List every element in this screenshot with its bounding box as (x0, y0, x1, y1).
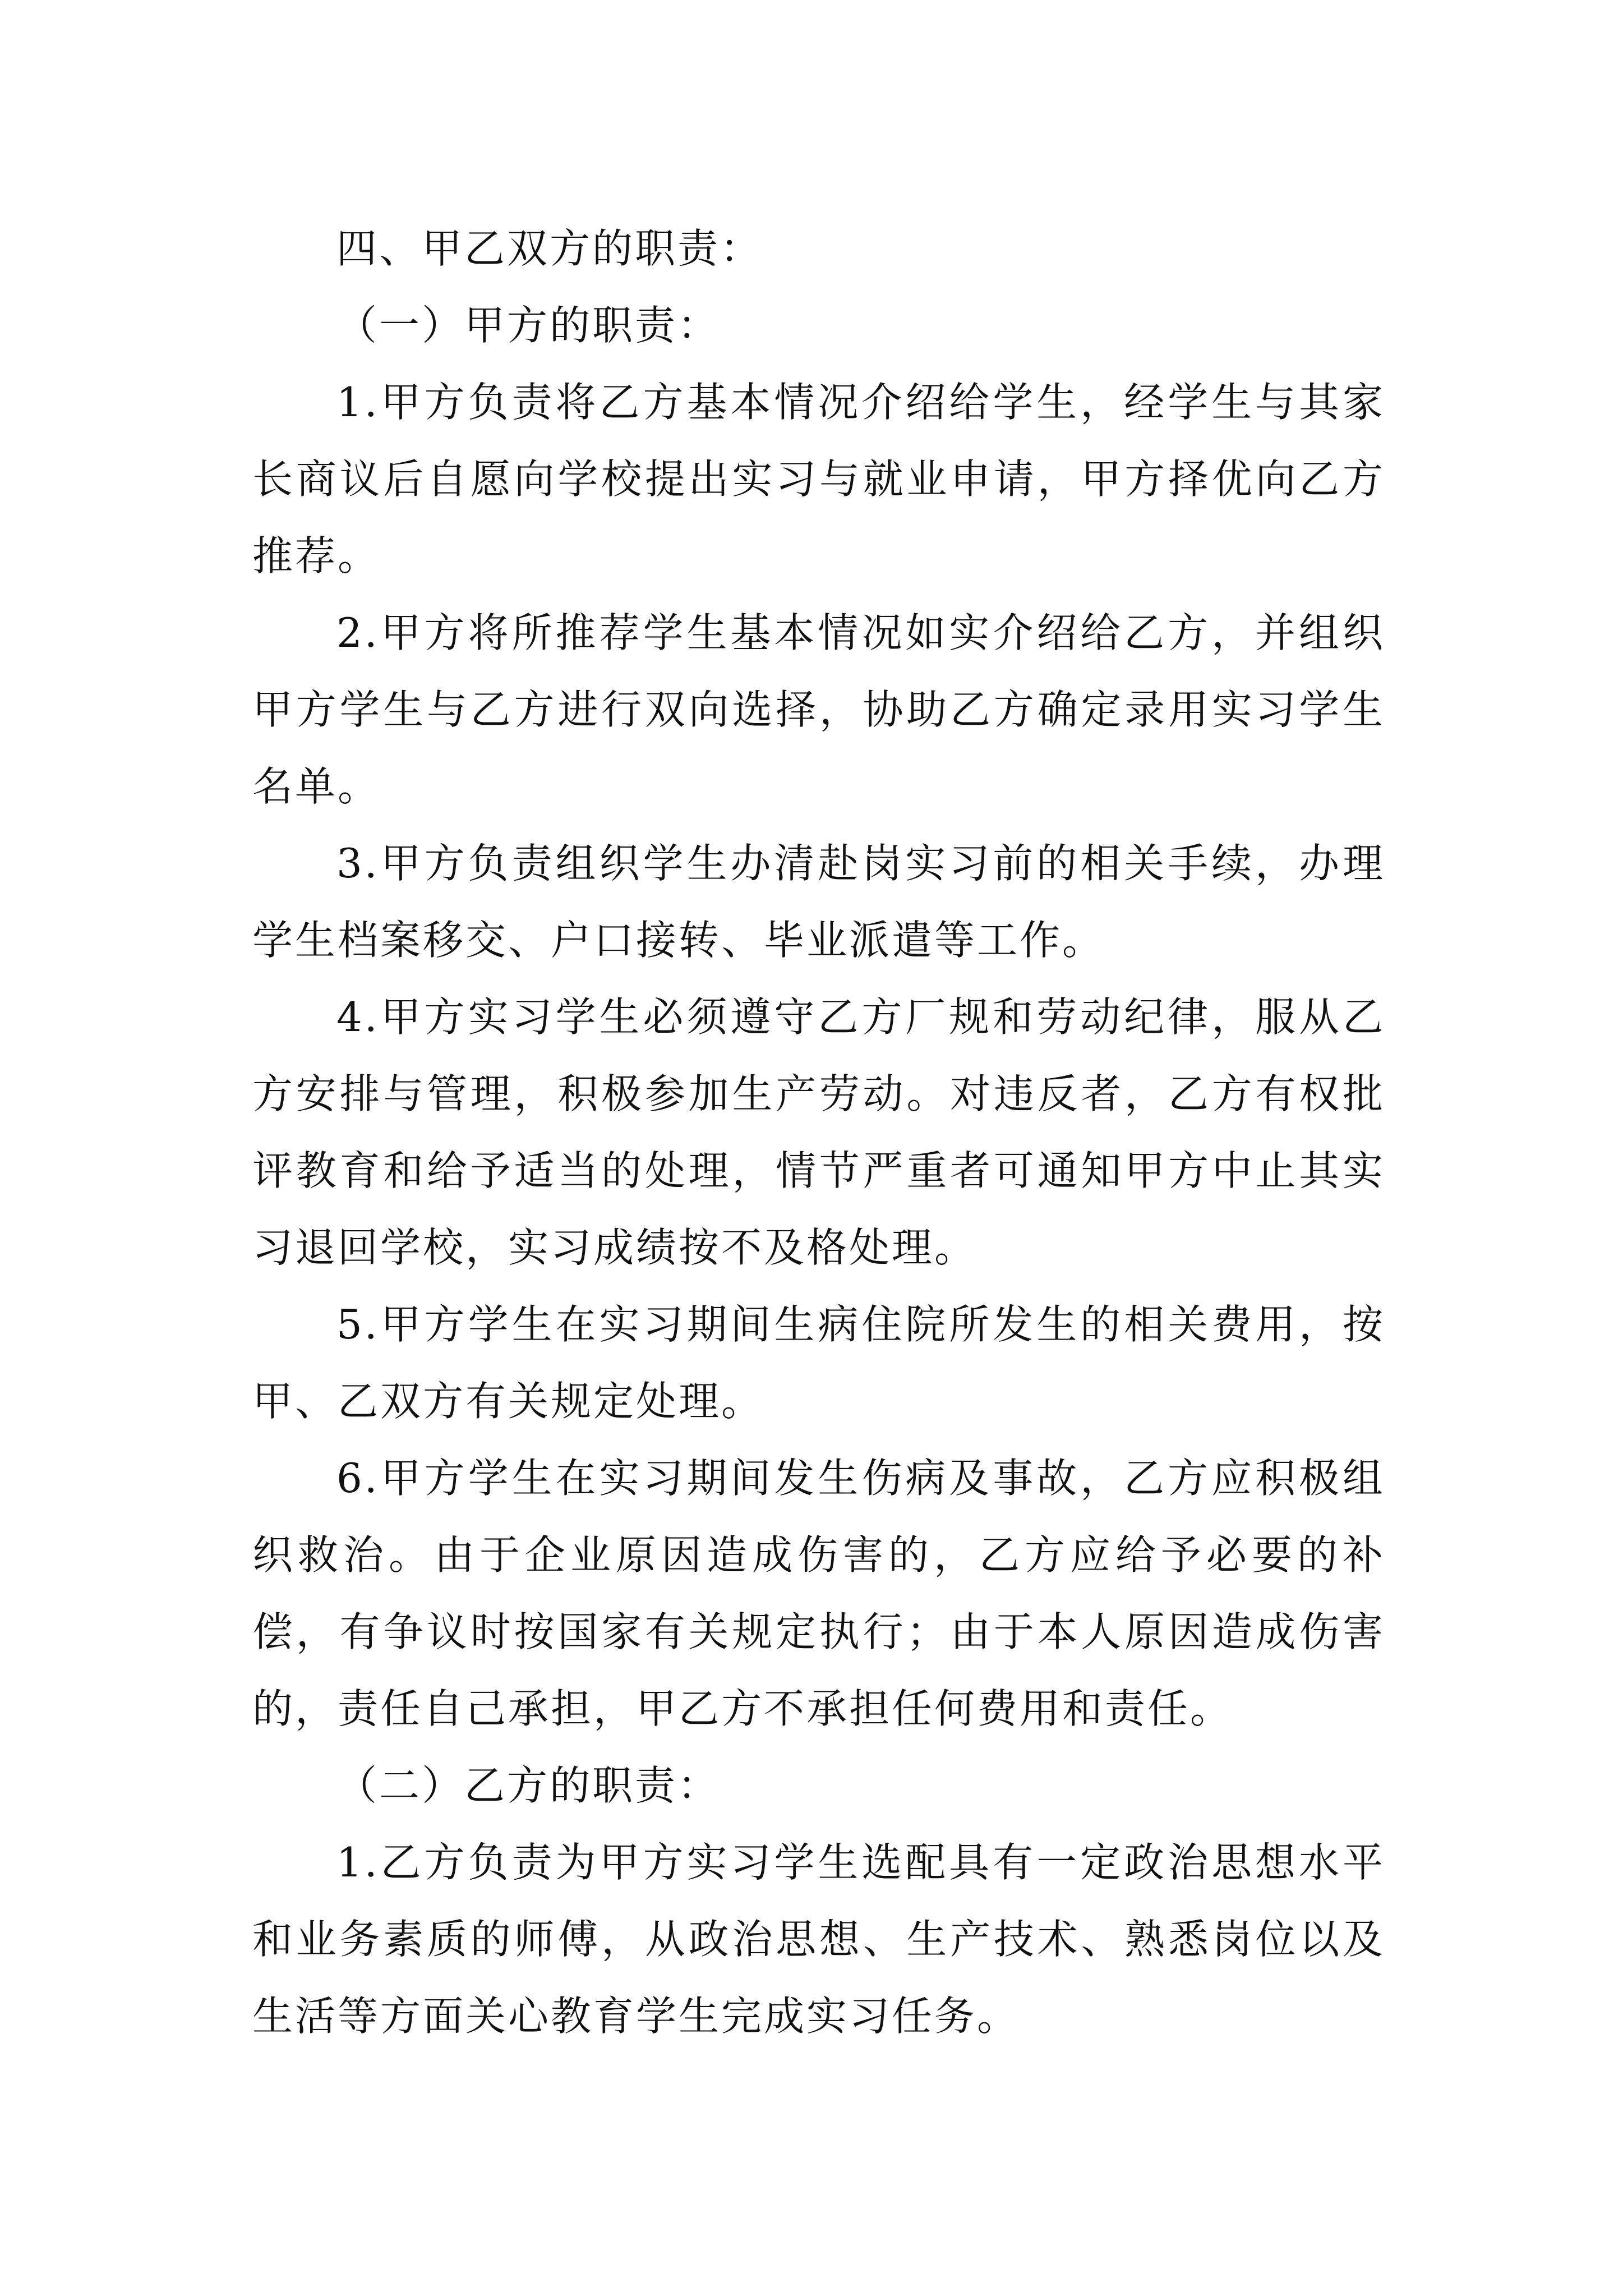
clause-a-2: 2.甲方将所推荐学生基本情况如实介绍给乙方，并组织甲方学生与乙方进行双向选择，协助乙方确定录用实习学生名单。 (252, 609, 1385, 810)
clause-a-5: 5.甲方学生在实习期间生病住院所发生的相关费用，按甲、乙双方有关规定处理。 (252, 1301, 1385, 1425)
document-body (252, 210, 1385, 2055)
clause-a-6: 6.甲方学生在实习期间发生伤病及事故，乙方应积极组织救治。由于企业原因造成伤害的，乙方应给予必要的补偿，有争议时按国家有关规定执行；由于本人原因造成伤害的，责任自己承担，甲乙方不承担任何费用和责任。 (252, 1455, 1385, 1732)
clause-a-4: 4.甲方实习学生必须遵守乙方厂规和劳动纪律，服从乙方安排与管理，积极参加生产劳动。对违反者，乙方有权批评教育和给予适当的处理，情节严重者可通知甲方中止其实习退回学校，实习成绩按不及格处理。 (252, 993, 1385, 1271)
section-heading-duties: 四、甲乙双方的职责： (336, 225, 763, 272)
clause-a-3: 3.甲方负责组织学生办清赴岗实习前的相关手续，办理学生档案移交、户口接转、毕业派遣等工作。 (252, 840, 1385, 964)
subsection-heading-party-a: （一）甲方的职责： (336, 302, 721, 349)
subsection-heading-party-b: （二）乙方的职责： (336, 1762, 721, 1809)
clause-a-1: 1.甲方负责将乙方基本情况介绍给学生，经学生与其家长商议后自愿向学校提出实习与就业申请，甲方择优向乙方推荐。 (252, 379, 1385, 579)
clause-b-1: 1.乙方负责为甲方实习学生选配具有一定政治思想水平和业务素质的师傅，从政治思想、生产技术、熟悉岗位以及生活等方面关心教育学生完成实习任务。 (252, 1839, 1385, 2040)
